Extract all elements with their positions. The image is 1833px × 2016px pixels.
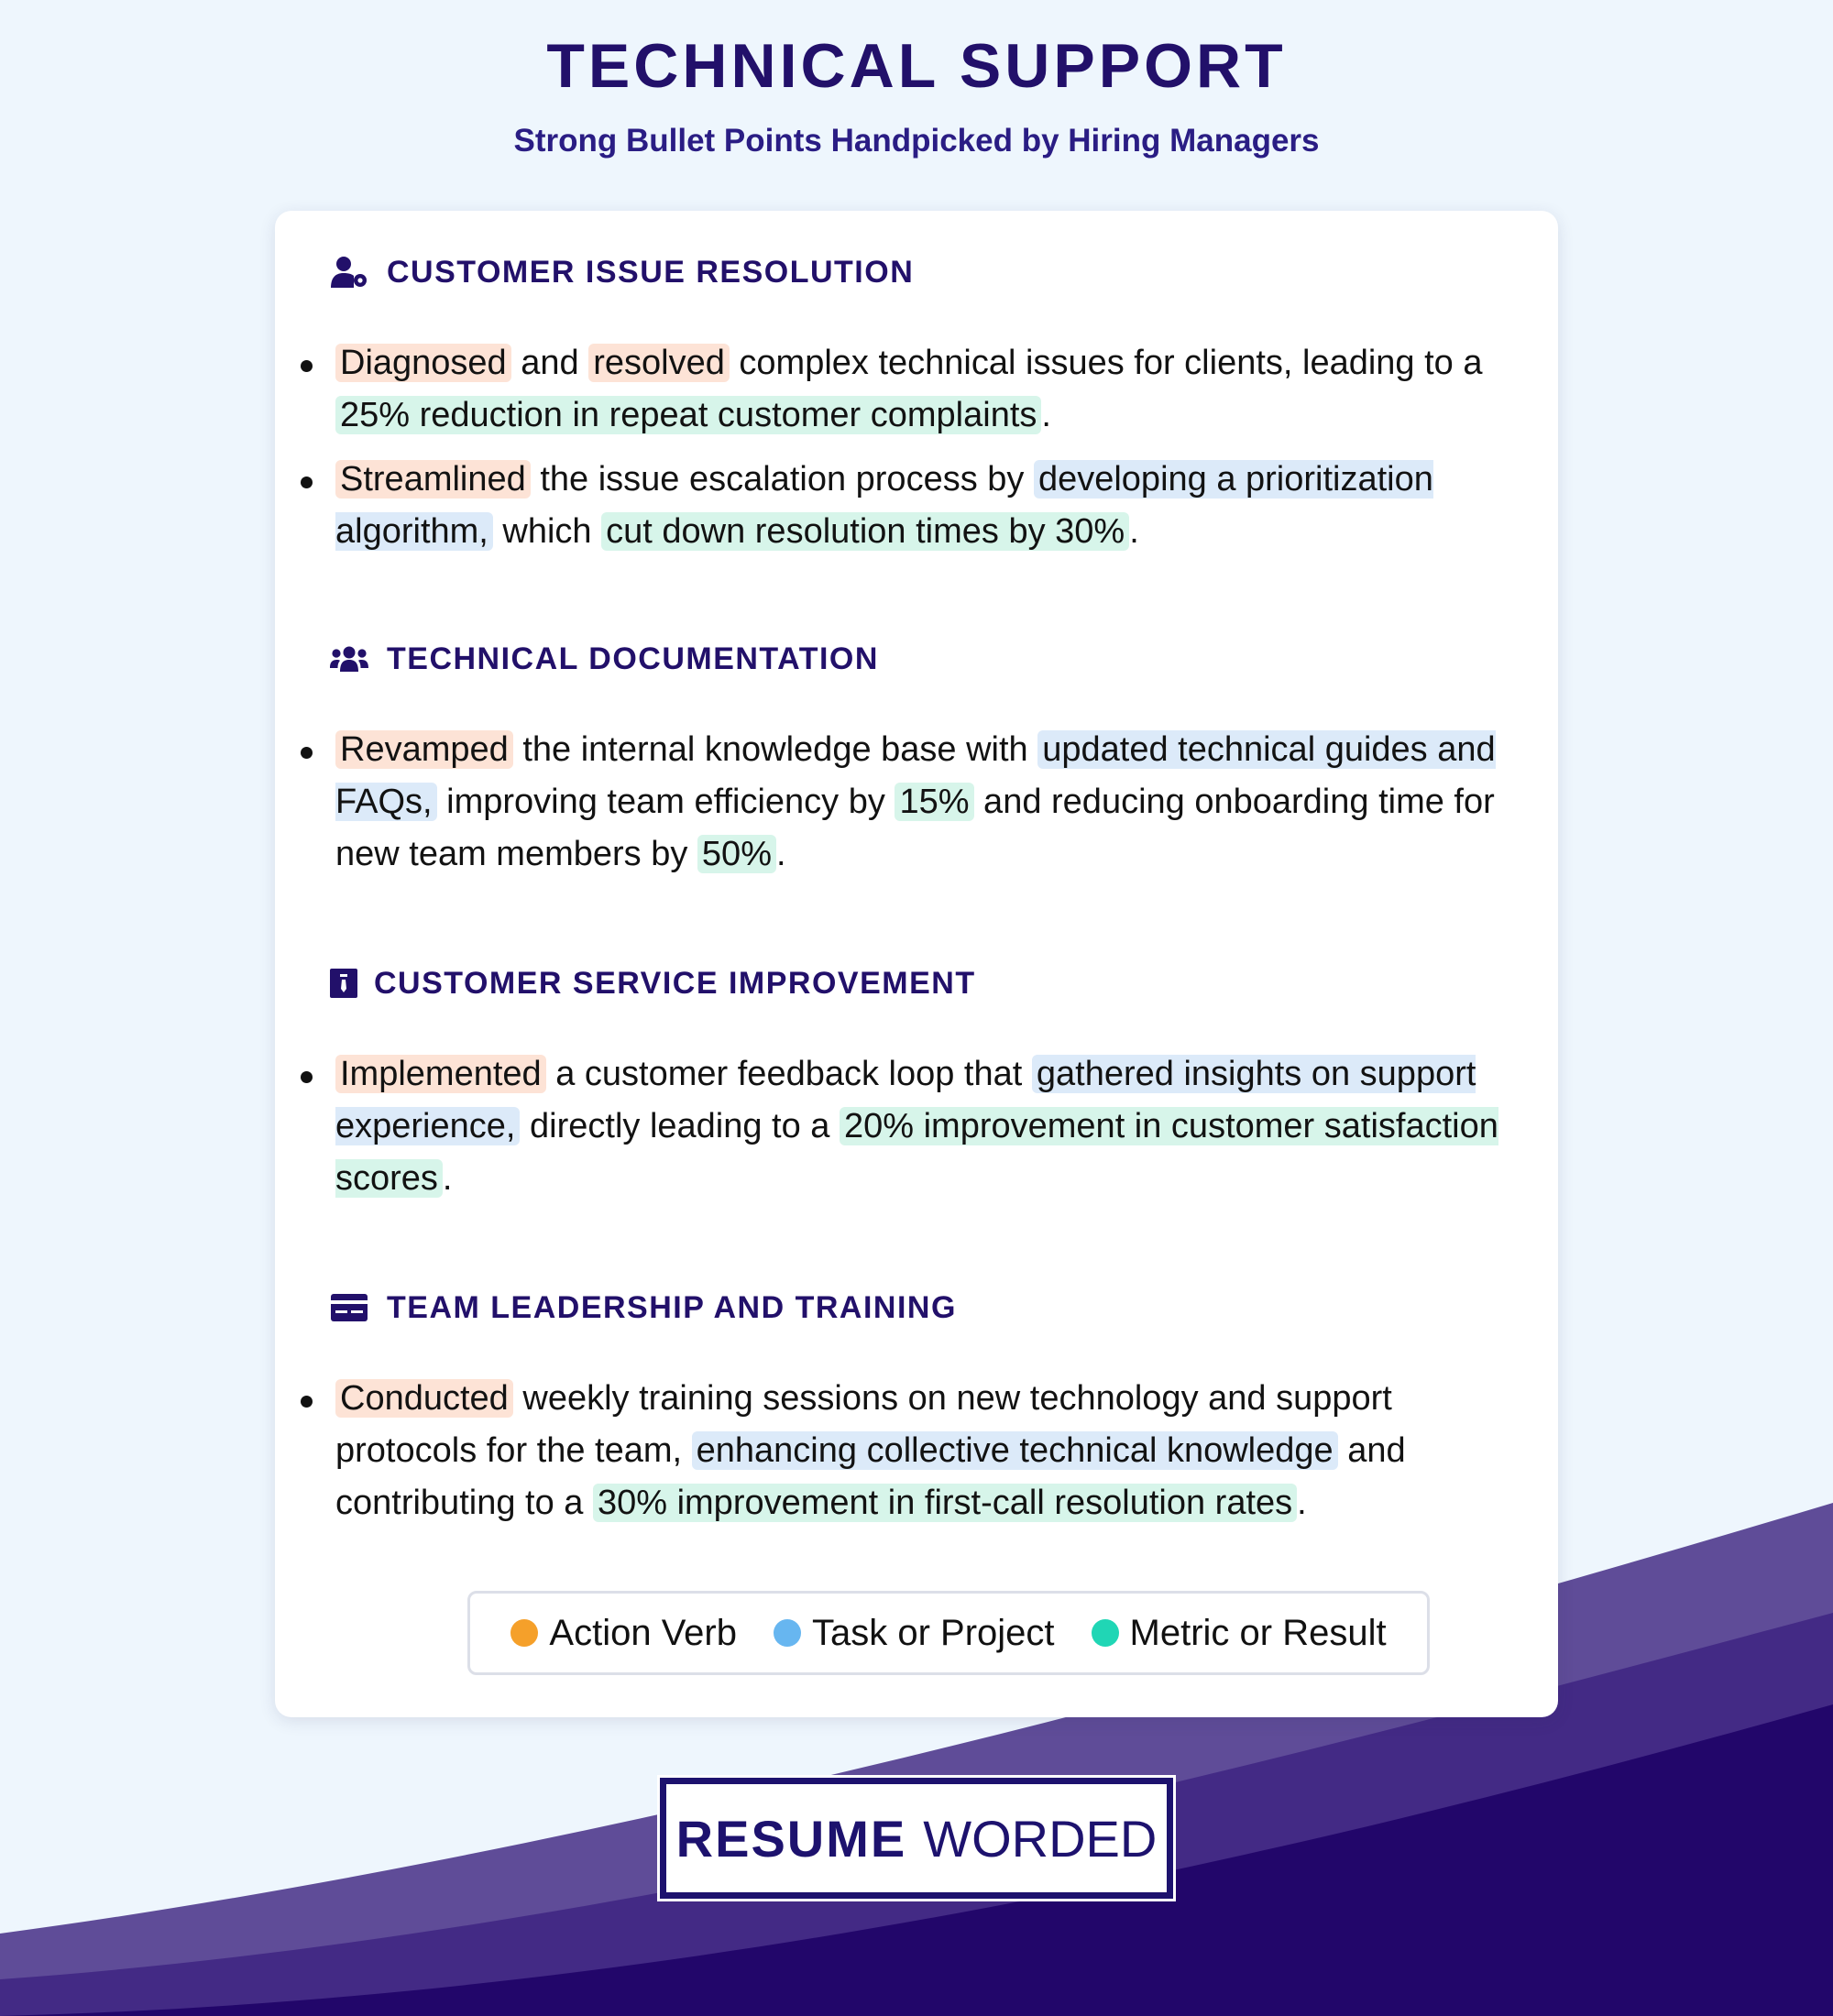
legend-item-task xyxy=(774,1613,1055,1654)
metric-highlight: 50% xyxy=(697,835,776,873)
legend-label: Metric or Result xyxy=(1129,1612,1387,1653)
action-highlight: Conducted xyxy=(335,1379,513,1418)
bullet-text: the issue escalation process by xyxy=(530,460,1034,499)
bullet-text: . xyxy=(1297,1484,1307,1522)
task-highlight: gathered insights on support experience, xyxy=(335,1055,1476,1145)
logo-word-bold: RESUME xyxy=(675,1809,907,1868)
logo-word-light: WORDED xyxy=(923,1809,1158,1868)
section-title: CUSTOMER ISSUE RESOLUTION xyxy=(387,254,915,290)
section-header xyxy=(330,1285,1521,1331)
action-highlight: resolved xyxy=(588,344,730,382)
section-team-leadership-and-training xyxy=(330,1285,1521,1541)
section-header xyxy=(330,636,1521,682)
section-header xyxy=(330,960,1521,1006)
section-technical-documentation xyxy=(330,636,1521,893)
user-gear-icon xyxy=(330,253,368,291)
action-highlight: Streamlined xyxy=(335,460,531,499)
section-customer-issue-resolution xyxy=(330,249,1521,570)
metric-highlight: 15% xyxy=(895,783,973,821)
task-highlight: developing a prioritization algorithm, xyxy=(335,460,1433,551)
page-title: TECHNICAL SUPPORT xyxy=(546,31,1287,101)
legend-label: Task or Project xyxy=(811,1612,1055,1653)
legend xyxy=(467,1591,1430,1675)
bullet-item xyxy=(330,454,1521,558)
bullet-text: . xyxy=(1041,396,1051,434)
credit-card-icon xyxy=(330,1288,368,1327)
metric-dot-icon xyxy=(1092,1619,1119,1647)
bullet-text: directly leading to a xyxy=(520,1107,840,1145)
action-highlight: Diagnosed xyxy=(335,344,511,382)
id-badge-icon xyxy=(330,964,357,1003)
action-highlight: Implemented xyxy=(335,1055,546,1093)
bullet-text: . xyxy=(442,1159,453,1198)
section-header xyxy=(330,249,1521,295)
legend-item-action xyxy=(510,1613,737,1654)
users-group-icon xyxy=(330,640,368,678)
bullet-text: and contributing to a xyxy=(335,1431,1406,1522)
resume-worded-logo xyxy=(660,1778,1173,1899)
metric-highlight: cut down resolution times by 30% xyxy=(601,512,1129,551)
bullet-text: and reducing onboarding time for new team members by xyxy=(335,783,1495,873)
bullet-list xyxy=(330,724,1521,881)
bullet-text: complex technical issues for clients, leading to a xyxy=(729,344,1483,382)
section-customer-service-improvement xyxy=(330,960,1521,1217)
page-header xyxy=(0,27,1833,161)
task-dot-icon xyxy=(774,1619,801,1647)
metric-highlight: 30% improvement in first-call resolution rates xyxy=(593,1484,1297,1522)
bullet-points-card xyxy=(275,211,1558,1717)
bullet-list xyxy=(330,1048,1521,1205)
bullet-text: weekly training sessions on new technology and support protocols for the team, xyxy=(335,1379,1392,1470)
action-dot-icon xyxy=(510,1619,538,1647)
bullet-item xyxy=(330,1373,1521,1529)
page-subtitle: Strong Bullet Points Handpicked by Hiring Managers xyxy=(513,123,1320,159)
bullet-list xyxy=(330,337,1521,558)
section-title: CUSTOMER SERVICE IMPROVEMENT xyxy=(374,965,976,1001)
bullet-text: improving team efficiency by xyxy=(436,783,895,821)
bullet-item xyxy=(330,1048,1521,1205)
legend-label: Action Verb xyxy=(549,1612,737,1653)
legend-item-metric xyxy=(1092,1613,1387,1654)
bullet-item xyxy=(330,337,1521,442)
bullet-text: which xyxy=(492,512,602,551)
bullet-list xyxy=(330,1373,1521,1529)
bullet-text: a customer feedback loop that xyxy=(545,1055,1032,1093)
bullet-text: the internal knowledge base with xyxy=(512,730,1038,769)
task-highlight: enhancing collective technical knowledge xyxy=(692,1431,1338,1470)
bullet-text: and xyxy=(510,344,589,382)
section-title: TECHNICAL DOCUMENTATION xyxy=(387,641,879,676)
action-highlight: Revamped xyxy=(335,730,513,769)
task-highlight: updated technical guides and FAQs, xyxy=(335,730,1496,821)
metric-highlight: 20% improvement in customer satisfaction scores xyxy=(335,1107,1498,1198)
bullet-text: . xyxy=(1129,512,1139,551)
section-title: TEAM LEADERSHIP AND TRAINING xyxy=(387,1289,957,1325)
metric-highlight: 25% reduction in repeat customer complaints xyxy=(335,396,1041,434)
bullet-text: . xyxy=(775,835,786,873)
bullet-item xyxy=(330,724,1521,881)
